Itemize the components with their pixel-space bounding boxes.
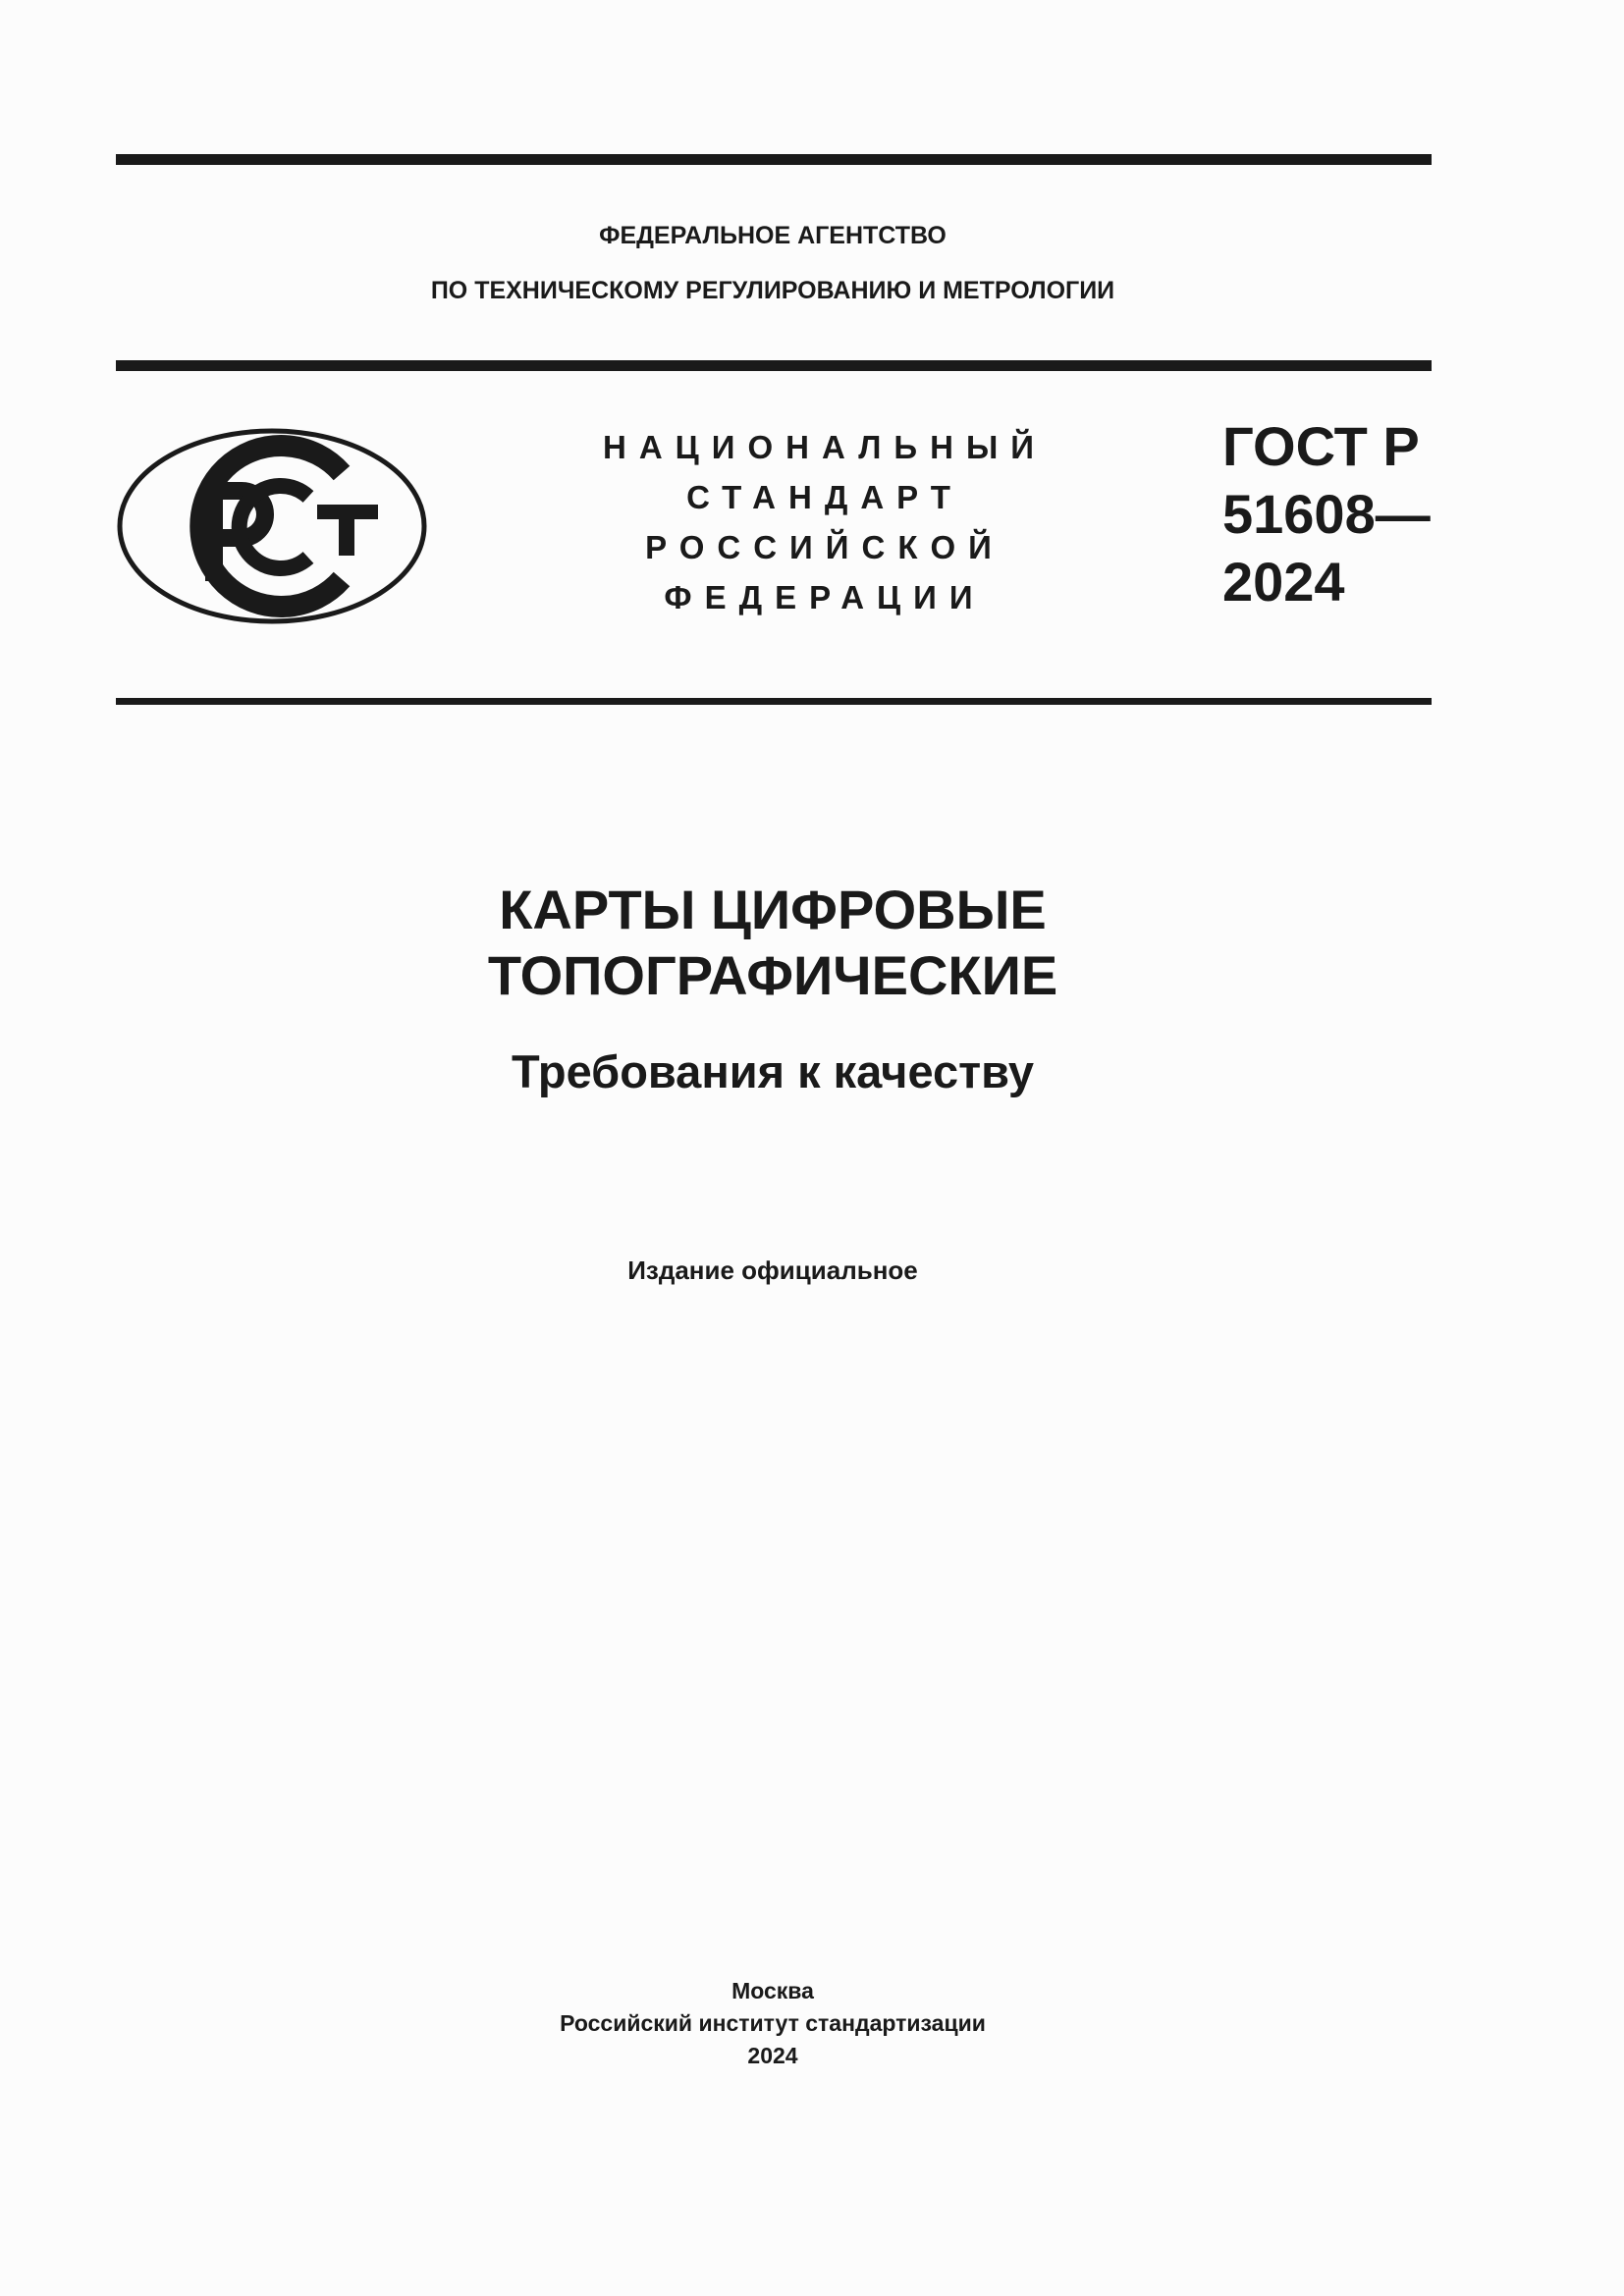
title-line: КАРТЫ ЦИФРОВЫЕ	[499, 879, 1047, 940]
designation-line: 2024	[1222, 551, 1345, 613]
standard-designation	[1222, 412, 1431, 615]
agency-line-1: ФЕДЕРАЛЬНОЕ АГЕНТСТВО	[599, 222, 947, 249]
imprint-year: 2024	[747, 2043, 798, 2068]
imprint-publisher: Российский институт стандартизации	[560, 2010, 986, 2036]
top-rule	[116, 154, 1432, 165]
imprint	[0, 1975, 1545, 2072]
section-rule	[116, 698, 1432, 705]
standard-type-line: НАЦИОНАЛЬНЫЙ	[603, 429, 1047, 465]
designation-line: 51608—	[1222, 483, 1431, 545]
header-rule	[116, 360, 1432, 371]
rst-logo-icon	[116, 426, 428, 626]
standard-type	[589, 422, 1060, 622]
agency-line-2: ПО ТЕХНИЧЕСКОМУ РЕГУЛИРОВАНИЮ И МЕТРОЛОГИИ	[430, 277, 1115, 304]
designation-line: ГОСТ Р	[1222, 415, 1420, 477]
title-line: ТОПОГРАФИЧЕСКИЕ	[487, 944, 1058, 1006]
standard-type-line: ФЕДЕРАЦИИ	[664, 579, 986, 615]
document-subtitle: Требования к качеству	[512, 1045, 1034, 1097]
document-title	[0, 877, 1545, 1008]
standard-type-line: СТАНДАРТ	[686, 479, 963, 515]
edition-note: Издание официальное	[627, 1255, 918, 1285]
imprint-city: Москва	[731, 1978, 814, 2003]
standard-type-line: РОССИЙСКОЙ	[645, 529, 1004, 565]
